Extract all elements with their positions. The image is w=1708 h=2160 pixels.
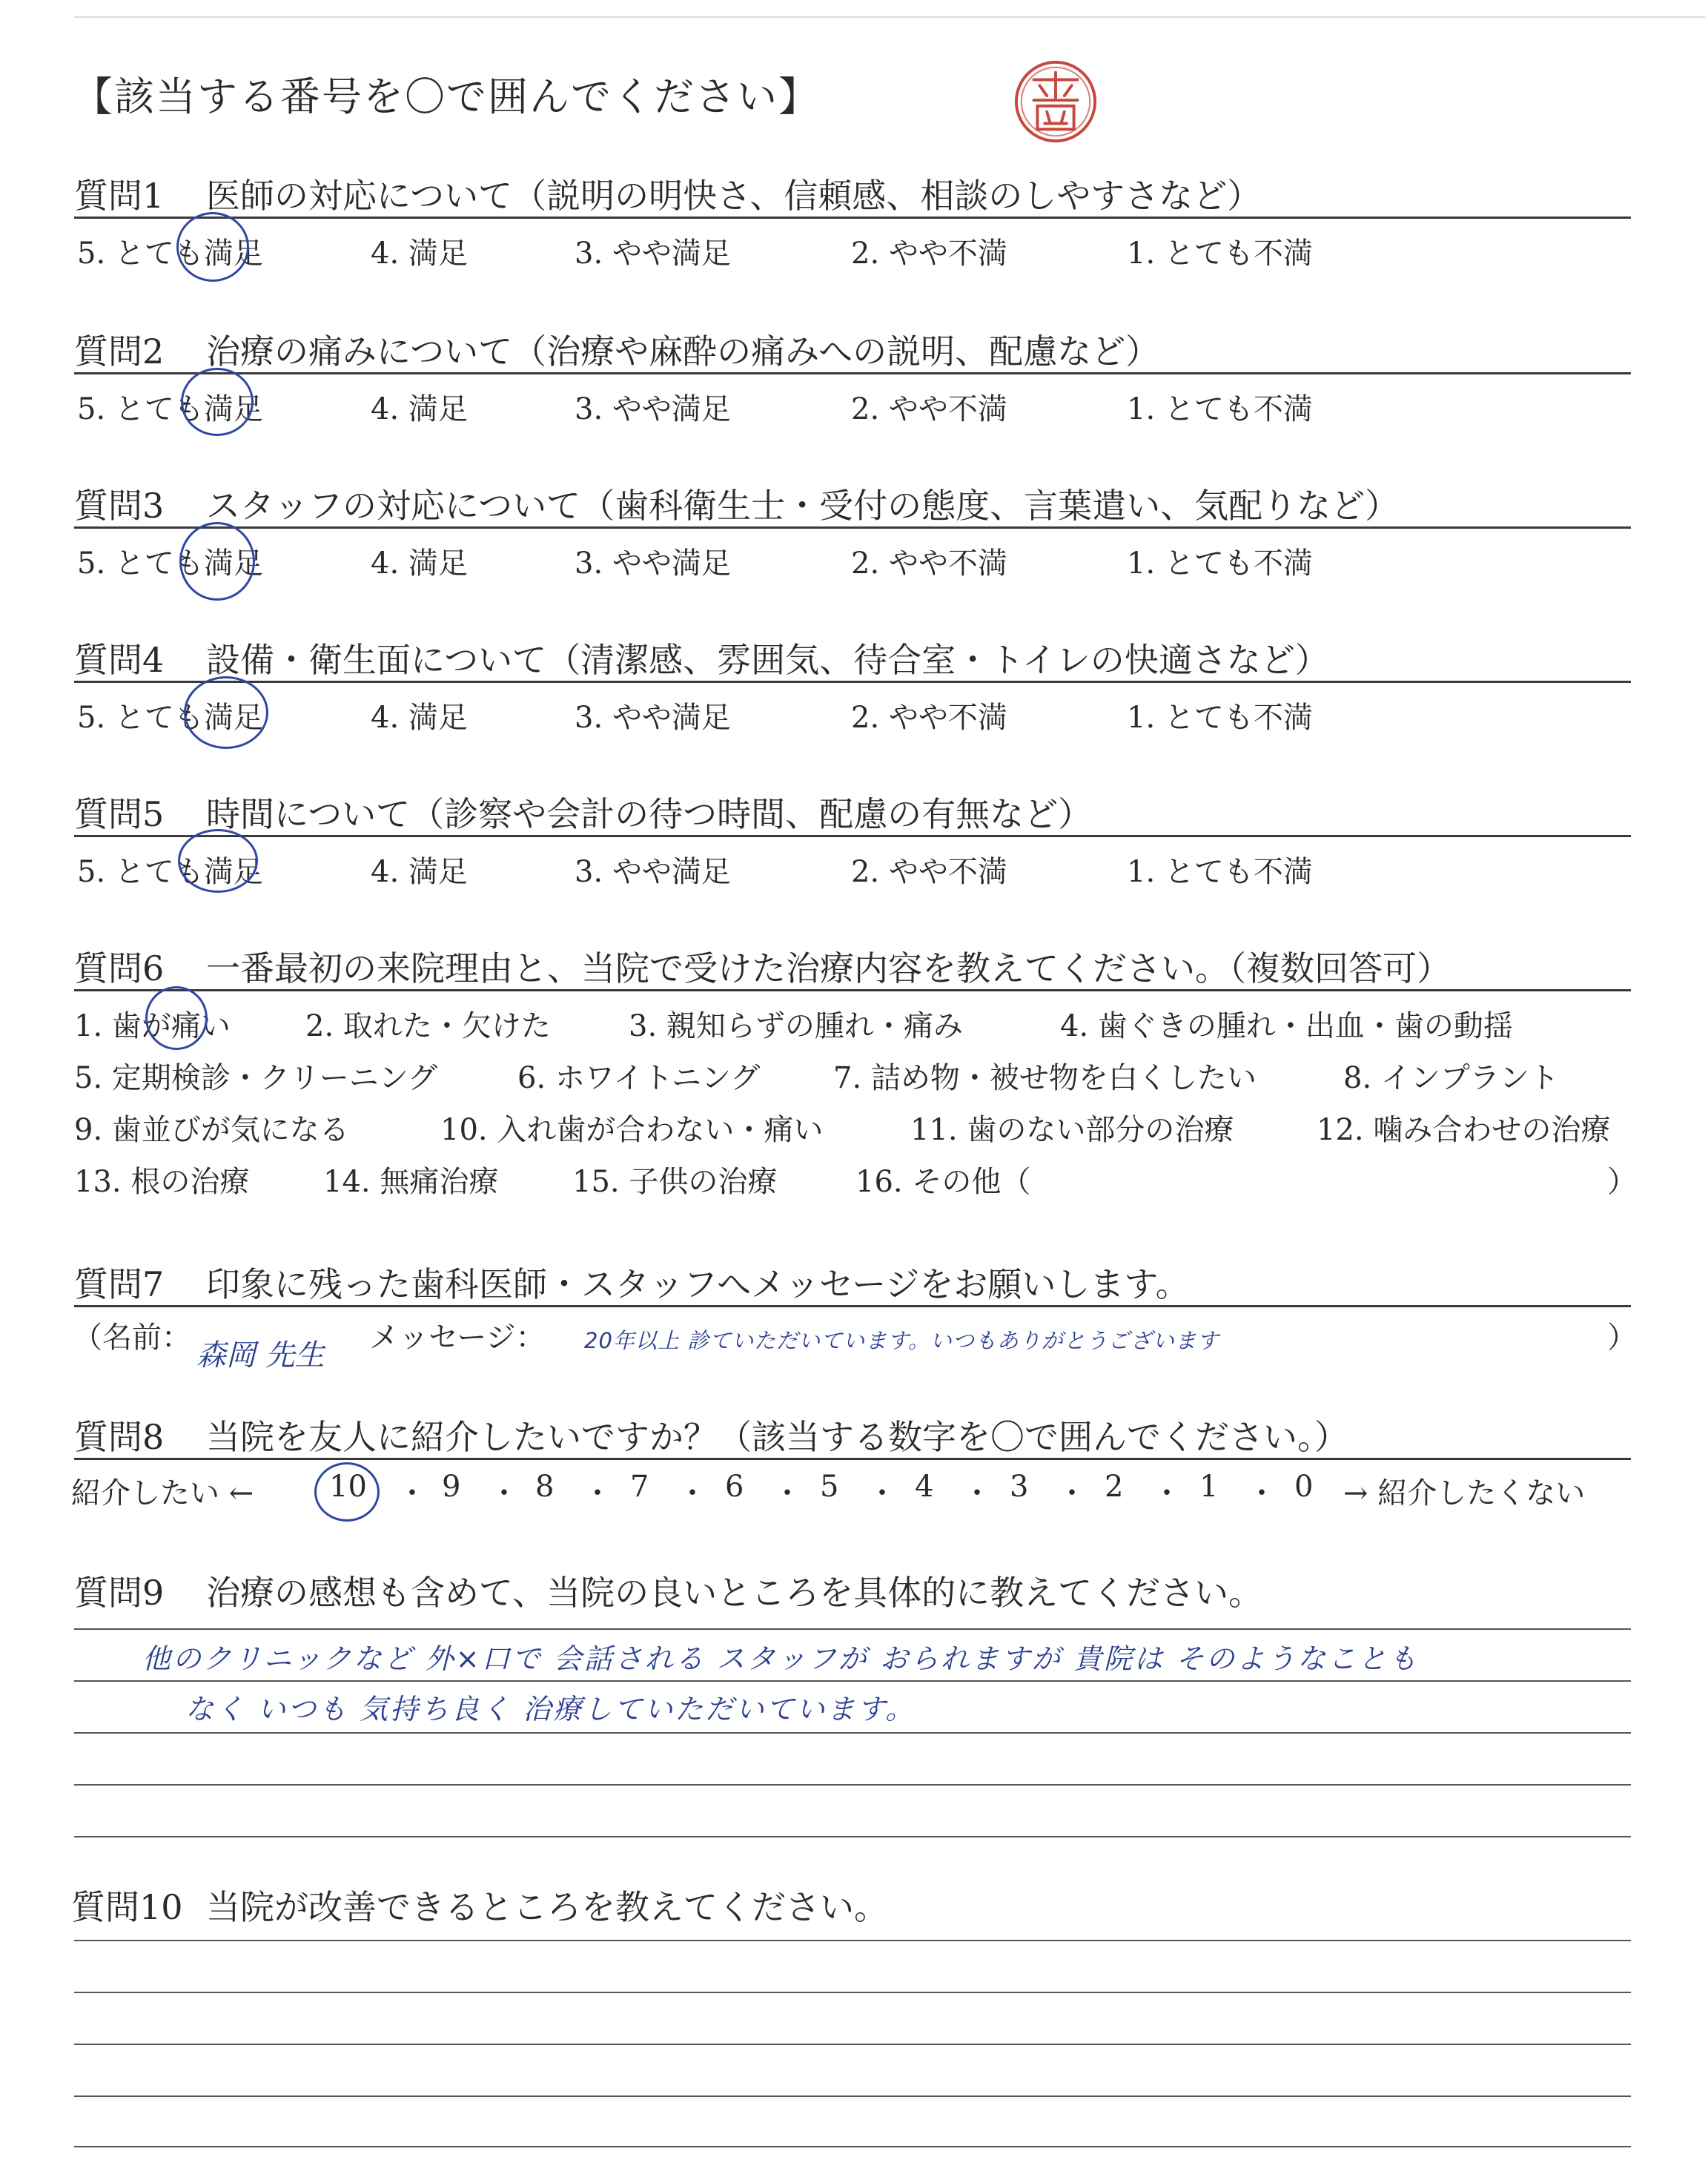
q6-label: 質問6 (74, 948, 165, 988)
q4-option-2[interactable]: 2. やや不満 (851, 701, 1007, 735)
q6-text: 一番最初の来院理由と、当院で受けた治療内容を教えてください。（複数回答可） (206, 948, 1451, 988)
q9-label: 質問9 (74, 1573, 165, 1613)
q8-scale-0[interactable]: 0 (1294, 1470, 1314, 1504)
q4-text: 設備・衛生面について（清潔感、雰囲気、待合室・トイレの快適さなど） (206, 640, 1329, 680)
q1-option-4[interactable]: 4. 満足 (371, 237, 468, 271)
q10-answer-line[interactable] (74, 1992, 1631, 1993)
q3-option-3[interactable]: 3. やや満足 (575, 546, 731, 581)
q10-answer-line[interactable] (74, 2044, 1631, 2045)
q3-option-4[interactable]: 4. 満足 (371, 546, 468, 581)
q3-option-2[interactable]: 2. やや不満 (851, 546, 1007, 581)
q9-answer-line-1[interactable]: 他のクリニックなど 外×口で 会話される スタッフが おられますが 貴院は そのようなことも (142, 1642, 1420, 1675)
q8-answer-circle (314, 1462, 380, 1522)
q8-scale-9[interactable]: 9 (442, 1470, 461, 1504)
q6-option-5[interactable]: 5. 定期検診・クリーニング (74, 1061, 438, 1095)
q8-scale-3[interactable]: 3 (1010, 1470, 1029, 1504)
q1-text: 医師の対応について（説明の明快さ、信頼感、相談のしやすさなど） (206, 176, 1262, 216)
q5-option-3[interactable]: 3. やや満足 (575, 855, 731, 889)
q2-option-2[interactable]: 2. やや不満 (851, 392, 1007, 426)
q6-rule (74, 989, 1631, 991)
q6-option-15[interactable]: 15. 子供の治療 (572, 1165, 778, 1199)
q6-option-2[interactable]: 2. 取れた・欠けた (305, 1009, 551, 1043)
q6-option-14[interactable]: 14. 無痛治療 (323, 1165, 499, 1199)
name-seal-stamp (1012, 58, 1099, 145)
q7-label: 質問7 (74, 1264, 165, 1304)
q2-label: 質問2 (74, 331, 165, 371)
q8-dot: ・ (962, 1476, 992, 1510)
q9-answer-line (74, 1784, 1631, 1786)
q7-name-label: （名前： (73, 1321, 191, 1355)
q9-answer-line-2[interactable]: なく いつも 気持ち良く 治療していただいています。 (185, 1693, 916, 1725)
q7-message-value[interactable]: 20年以上 診ていただいています。いつもありがとうございます (584, 1328, 1219, 1353)
q4-option-3[interactable]: 3. やや満足 (575, 701, 731, 735)
q1-option-1[interactable]: 1. とても不満 (1127, 237, 1313, 271)
q6-option-4[interactable]: 4. 歯ぐきの腫れ・出血・歯の動揺 (1060, 1009, 1513, 1043)
q10-answer-line[interactable] (74, 1940, 1631, 1941)
q8-dot: ・ (397, 1476, 427, 1510)
q3-label: 質問3 (74, 486, 165, 526)
q5-option-4[interactable]: 4. 満足 (371, 855, 468, 889)
q2-answer-circle (181, 368, 254, 436)
q8-dot: ・ (1152, 1476, 1182, 1510)
q7-name-value[interactable]: 森岡 先生 (196, 1338, 325, 1373)
q5-rule (74, 835, 1631, 837)
q8-dot: ・ (583, 1476, 612, 1510)
q9-answer-line (74, 1836, 1631, 1837)
q4-label: 質問4 (74, 640, 165, 680)
q9-answer-line (74, 1732, 1631, 1734)
q8-scale-5[interactable]: 5 (820, 1470, 839, 1504)
q9-answer-line (74, 1680, 1631, 1682)
q5-label: 質問5 (74, 794, 165, 834)
q8-rule (74, 1458, 1631, 1460)
q10-answer-line[interactable] (74, 2146, 1631, 2147)
q10-text: 当院が改善できるところを教えてください。 (206, 1887, 888, 1927)
page-top-edge (74, 16, 1705, 18)
q5-answer-circle (178, 829, 258, 893)
q8-scale-2[interactable]: 2 (1105, 1470, 1124, 1504)
q8-right-label: → 紹介したくない (1343, 1476, 1586, 1510)
q8-scale-6[interactable]: 6 (725, 1470, 744, 1504)
q2-option-5[interactable]: 5. とても満足 (77, 392, 263, 426)
q5-option-5[interactable]: 5. とても満足 (77, 855, 263, 889)
q2-option-4[interactable]: 4. 満足 (371, 392, 468, 426)
q6-option-13[interactable]: 13. 根の治療 (74, 1165, 250, 1199)
q6-option-6[interactable]: 6. ホワイトニング (517, 1061, 761, 1095)
q4-rule (74, 681, 1631, 683)
q6-option-8[interactable]: 8. インプラント (1343, 1061, 1559, 1095)
q8-dot: ・ (1057, 1476, 1087, 1510)
q1-option-2[interactable]: 2. やや不満 (851, 237, 1007, 271)
q8-dot: ・ (1247, 1476, 1277, 1510)
q5-text: 時間について（診察や会計の待つ時間、配慮の有無など） (206, 794, 1093, 834)
q8-dot: ・ (772, 1476, 802, 1510)
q9-answer-line (74, 1628, 1631, 1630)
q3-text: スタッフの対応について（歯科衛生士・受付の態度、言葉遣い、気配りなど） (206, 486, 1400, 526)
q3-rule (74, 526, 1631, 529)
q2-option-1[interactable]: 1. とても不満 (1127, 392, 1313, 426)
q2-rule (74, 372, 1631, 374)
page-heading: 【該当する番号を〇で囲んでください】 (73, 73, 820, 120)
q6-option-3[interactable]: 3. 親知らずの腫れ・痛み (629, 1009, 963, 1043)
q3-answer-circle (179, 522, 255, 601)
q6-other-close: ） (1607, 1165, 1637, 1199)
q10-answer-line[interactable] (74, 2095, 1631, 2097)
q3-option-1[interactable]: 1. とても不満 (1127, 546, 1313, 581)
q8-dot: ・ (678, 1476, 707, 1510)
q1-rule (74, 217, 1631, 219)
q4-option-4[interactable]: 4. 満足 (371, 701, 468, 735)
q8-dot: ・ (489, 1476, 519, 1510)
q1-label: 質問1 (74, 176, 165, 216)
q3-option-5[interactable]: 5. とても満足 (77, 546, 263, 581)
q7-rule (74, 1305, 1631, 1307)
q2-text: 治療の痛みについて（治療や麻酔の痛みへの説明、配慮など） (206, 331, 1160, 371)
q8-scale-4[interactable]: 4 (915, 1470, 934, 1504)
q6-option-9[interactable]: 9. 歯並びが気になる (74, 1113, 349, 1147)
q8-scale-8[interactable]: 8 (535, 1470, 555, 1504)
q1-option-3[interactable]: 3. やや満足 (575, 237, 731, 271)
q10-label: 質問10 (71, 1887, 183, 1927)
q8-label: 質問8 (74, 1417, 165, 1457)
q1-answer-circle (176, 212, 249, 282)
q7-text: 印象に残った歯科医師・スタッフへメッセージをお願いします。 (206, 1264, 1190, 1304)
q4-option-5[interactable]: 5. とても満足 (77, 701, 263, 735)
q1-option-5[interactable]: 5. とても満足 (77, 237, 263, 271)
q4-option-1[interactable]: 1. とても不満 (1127, 701, 1313, 735)
q7-close: ） (1607, 1321, 1637, 1355)
q7-message-label: メッセージ： (369, 1321, 546, 1355)
q6-option-16[interactable]: 16. その他（ (855, 1165, 1031, 1199)
q6-option-1[interactable]: 1. 歯が痛い (74, 1009, 231, 1043)
q8-scale-10[interactable]: 10 (329, 1470, 367, 1504)
q6-option-7[interactable]: 7. 詰め物・被せ物を白くしたい (833, 1061, 1257, 1095)
q8-scale-1[interactable]: 1 (1199, 1470, 1219, 1504)
q8-dot: ・ (867, 1476, 897, 1510)
q6-answer-circle (145, 986, 208, 1050)
q4-answer-circle (184, 676, 268, 749)
q9-text: 治療の感想も含めて、当院の良いところを具体的に教えてください。 (206, 1573, 1263, 1613)
q8-scale-7[interactable]: 7 (630, 1470, 649, 1504)
q8-left-label: 紹介したい ← (71, 1476, 254, 1510)
q6-option-10[interactable]: 10. 入れ歯が合わない・痛い (440, 1113, 824, 1147)
q6-option-12[interactable]: 12. 噛み合わせの治療 (1317, 1113, 1611, 1147)
q5-option-1[interactable]: 1. とても不満 (1127, 855, 1313, 889)
q2-option-3[interactable]: 3. やや満足 (575, 392, 731, 426)
q5-option-2[interactable]: 2. やや不満 (851, 855, 1007, 889)
q6-option-11[interactable]: 11. 歯のない部分の治療 (910, 1113, 1234, 1147)
q8-text: 当院を友人に紹介したいですか？（該当する数字を〇で囲んでください。） (206, 1417, 1348, 1457)
